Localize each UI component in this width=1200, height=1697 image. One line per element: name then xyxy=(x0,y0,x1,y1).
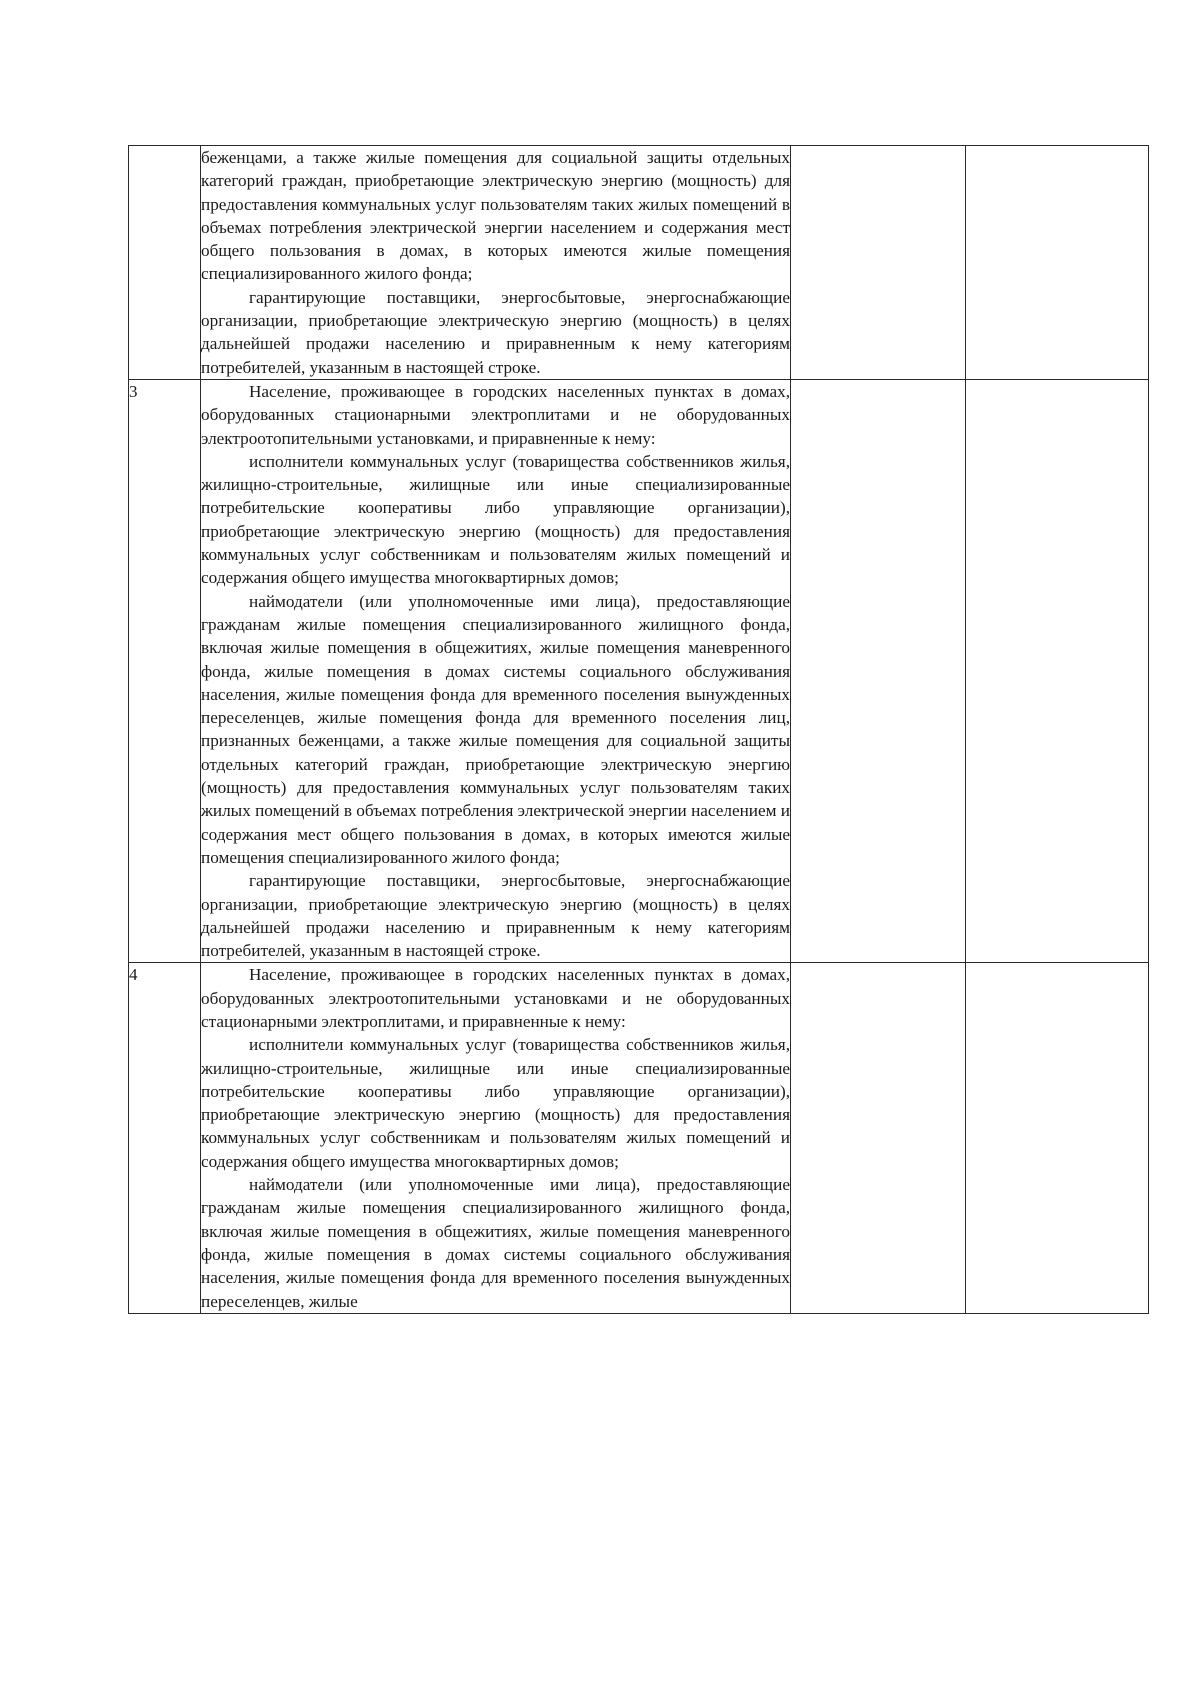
category-paragraph: гарантирующие поставщики, энергосбытовые, энергоснабжающие организации, приобретающие электрическую энергию (мощность) в целях дальнейшей продажи населению и приравненным к нему категориям потребителей, указанным в настоящей строке. xyxy=(201,287,790,377)
category-paragraph: исполнители коммунальных услуг (товарищества собственников жилья, жилищно-строительные, жилищные или иные специализированные потребительские кооперативы либо управляющие организации), приобретающие электрическую энергию (мощность) для предоставления коммунальных услуг собственникам и пользователям жилых помещений и содержания общего имущества многоквартирных домов; xyxy=(201,1035,790,1171)
tariff-table xyxy=(128,145,1149,1314)
empty-cell-col3 xyxy=(791,963,966,1313)
empty-cell-col3 xyxy=(791,379,966,962)
category-paragraph: исполнители коммунальных услуг (товарищества собственников жилья, жилищно-строительные, жилищные или иные специализированные потребительские кооперативы либо управляющие организации), приобретающие электрическую энергию (мощность) для предоставления коммунальных услуг собственникам и пользователям жилых помещений и содержания общего имущества многоквартирных домов; xyxy=(201,451,790,588)
category-paragraph: наймодатели (или уполномоченные ими лица), предоставляющие гражданам жилые помещения специализированного жилищного фонда, включая жилые помещения в общежитиях, жилые помещения маневренного фонда, жилые помещения в домах системы социального обслуживания населения, жилые помещения фонда для временного поселения вынужденных переселенцев, жилые помещения фонда для временного поселения лиц, признанных беженцами, а также жилые помещения для социальной защиты отдельных категорий граждан, приобретающие электрическую энергию (мощность) для предоставления коммунальных услуг пользователям таких жилых помещений в объемах потребления электрической энергии населением и содержания мест общего пользования в домах, в которых имеются жилые помещения специализированного жилого фонда; xyxy=(201,591,790,867)
consumer-category-cell xyxy=(201,146,791,380)
table-row xyxy=(129,146,1149,380)
table-row xyxy=(129,379,1149,962)
category-paragraph: Население, проживающее в городских населенных пунктах в домах, оборудованных электроотопительными установками и не оборудованных стационарными электроплитами, и приравненные к нему: xyxy=(201,965,790,1031)
consumer-category-cell xyxy=(201,963,791,1313)
row-number-cell xyxy=(129,963,201,1313)
row-number: 3 xyxy=(129,381,138,401)
table-row xyxy=(129,963,1149,1313)
row-number: 4 xyxy=(129,965,138,985)
empty-cell-col3 xyxy=(791,146,966,380)
table-body xyxy=(129,146,1149,1314)
category-paragraph: гарантирующие поставщики, энергосбытовые, энергоснабжающие организации, приобретающие электрическую энергию (мощность) в целях дальнейшей продажи населению и приравненным к нему категориям потребителей, указанным в настоящей строке. xyxy=(201,871,790,961)
empty-cell-col4 xyxy=(966,146,1149,380)
category-paragraph: беженцами, а также жилые помещения для социальной защиты отдельных категорий граждан, приобретающие электрическую энергию (мощность) для предоставления коммунальных услуг пользователям таких жилых помещений в объемах потребления электрической энергии населением и содержания мест общего пользования в домах, в которых имеются жилые помещения специализированного жилого фонда; xyxy=(201,148,790,284)
category-paragraph: наймодатели (или уполномоченные ими лица), предоставляющие гражданам жилые помещения специализированного жилищного фонда, включая жилые помещения в общежитиях, жилые помещения маневренного фонда, жилые помещения в домах системы социального обслуживания населения, жилые помещения фонда для временного поселения вынужденных переселенцев, жилые xyxy=(201,1175,790,1311)
row-number-cell xyxy=(129,146,201,380)
empty-cell-col4 xyxy=(966,379,1149,962)
consumer-category-cell xyxy=(201,379,791,962)
category-paragraph: Население, проживающее в городских населенных пунктах в домах, оборудованных стационарными электроплитами и не оборудованных электроотопительными установками, и приравненные к нему: xyxy=(201,381,790,448)
row-number-cell xyxy=(129,379,201,962)
empty-cell-col4 xyxy=(966,963,1149,1313)
